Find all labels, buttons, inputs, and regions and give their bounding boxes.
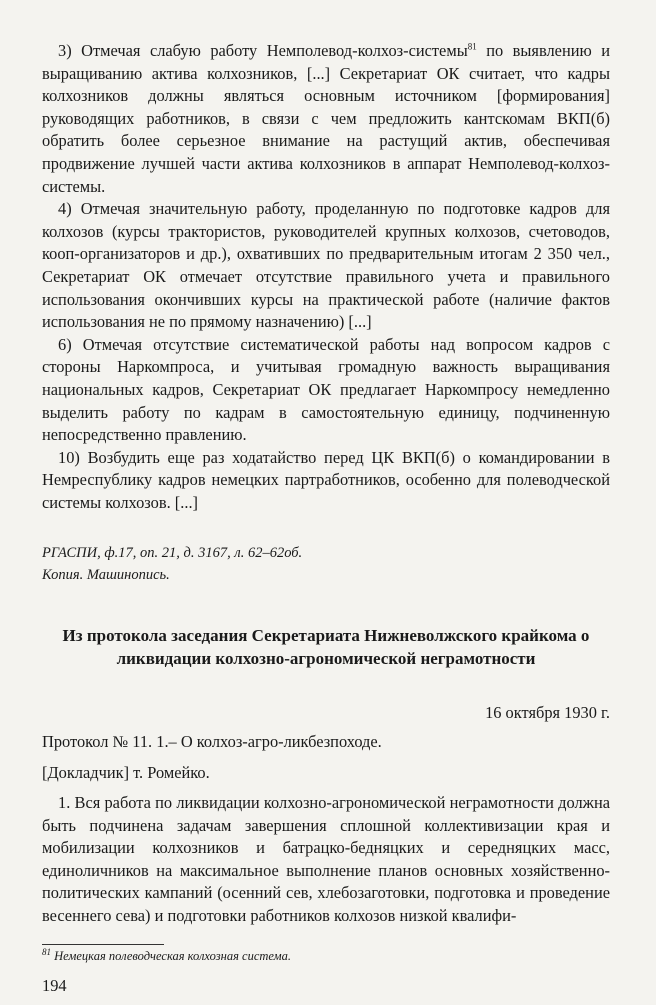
paragraph-1 <box>42 792 610 928</box>
archive-source: РГАСПИ, ф.17, оп. 21, д. 3167, л. 62–62об. <box>42 545 303 561</box>
footnote <box>42 947 610 965</box>
bottom-text-block <box>42 792 610 928</box>
footnote-marker: 81 <box>42 946 51 957</box>
paragraph-4-text: 4) Отмечая значительную работу, проделанную по подготовке кадров для колхозов (курсы трактористов, руководителей крупных колхозов, счетоводов, кооп-организаторов и др.), охвативших по предварительным итогам 2 350 чел., Секретариат ОК отмечает отсутствие правильного учета и правильного использования окончивших курсы на практической работе (наличие фактов использования не по прямому назначению) [...] <box>42 199 610 332</box>
page-number: 194 <box>42 976 67 995</box>
paragraph-6 <box>42 334 610 447</box>
top-text-block <box>42 40 610 514</box>
reporter-line: [Докладчик] т. Ромейко. <box>42 763 210 782</box>
paragraph-10-text: 10) Возбудить еще раз ходатайство перед ЦК ВКП(б) о командировании в Немреспублику кадров немецких партработников, особенно для полеводческой системы колхозов. [...] <box>42 447 610 512</box>
archive-copy-note: Копия. Машинопись. <box>42 567 170 583</box>
paragraph-3-text-b: по выявлению и выращиванию актива колхозников, [...] Секретариат ОК считает, что кадры колхозников должны являться основным источником [формирования] руководящих работников, в связи с чем предложить кантскомам ВКП(б) обратить более серьезное внимание на растущий актив, обеспечивая продвижение лучшей части актива колхозников в аппарат Немполевод-колхоз-системы. <box>42 41 610 196</box>
document-date: 16 октября 1930 г. <box>485 703 610 722</box>
document-heading: Из протокола заседания Секретариата Нижневолжского крайкома о ликвидации колхозно-агрономической неграмотности <box>62 626 590 668</box>
footnote-divider <box>42 944 164 945</box>
archive-reference <box>42 542 610 586</box>
paragraph-6-text: 6) Отмечая отсутствие систематической работы над вопросом кадров с стороны Наркомпроса, и учитывая громадную важность выращивания национальных кадров, Секретариат ОК предлагает Наркомпросу немедленно выделить работу по кадрам в самостоятельную единицу, подчиненную непосредственно правлению. <box>42 334 610 445</box>
footnote-ref-81: 81 <box>467 41 477 52</box>
protocol-line: Протокол № 11. 1.– О колхоз-агро-ликбезпоходе. <box>42 732 382 751</box>
paragraph-3 <box>42 40 610 198</box>
paragraph-3-text-a: 3) Отмечая слабую работу Немполевод-колхоз-системы <box>58 41 468 60</box>
paragraph-1-text: 1. Вся работа по ликвидации колхозно-агрономической неграмотности должна быть подчинена задачам завершения сплошной коллективизации края и мобилизации колхозников и батрацко-бедняцких и середняцких масс, единоличников на максимальное выполнение планов основных хозяйственно-политических кампаний (осенний сев, хлебозаготовки, подготовка и проведение весеннего сева) и подготовки работников колхозов низкой квалифи- <box>42 793 610 925</box>
paragraph-4 <box>42 198 610 334</box>
footnote-text: Немецкая полеводческая колхозная система. <box>51 949 291 963</box>
paragraph-10 <box>42 447 610 515</box>
